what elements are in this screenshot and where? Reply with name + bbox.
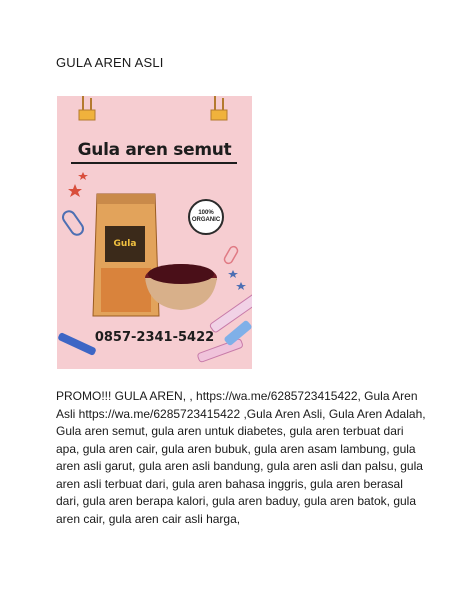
svg-text:Gula: Gula — [113, 239, 137, 249]
paper-clip-blue-icon — [61, 209, 86, 237]
paper-clip-small-icon — [223, 245, 239, 265]
product-package — [93, 194, 159, 316]
badge-label: ORGANIC — [191, 217, 221, 223]
document-title: GULA AREN ASLI — [56, 55, 164, 70]
heading-underline — [71, 162, 237, 164]
product-promo-image — [57, 96, 252, 369]
paper-clip-right-icon — [211, 96, 227, 120]
promo-illustration — [57, 96, 252, 369]
organic-badge — [188, 199, 224, 235]
paper-clip-left-icon — [79, 96, 95, 120]
phone-number: 0857-2341-5422 — [94, 330, 215, 345]
document-body: PROMO!!! GULA AREN, , https://wa.me/6285723415422, Gula Aren Asli https://wa.me/6285723415422 ,Gula Aren Asli, Gula Aren Adalah, Gula aren semut, gula aren untuk diabetes, gula aren terbuat dari apa, gula aren cair, gula aren bubuk, gula aren asam lambung, gula aren asli garut, gula aren asli bandung, gula aren asli dan palsu, gula aren asli terbuat dari, gula aren bahasa inggris, gula aren berasal dari, gula aren berapa kalori, gula aren baduy, gula aren batok, gula aren cair, gula aren cair asli harga, — [56, 389, 426, 526]
badge-percent: 100% — [198, 210, 214, 216]
promo-heading: Gula aren semut — [77, 140, 232, 160]
